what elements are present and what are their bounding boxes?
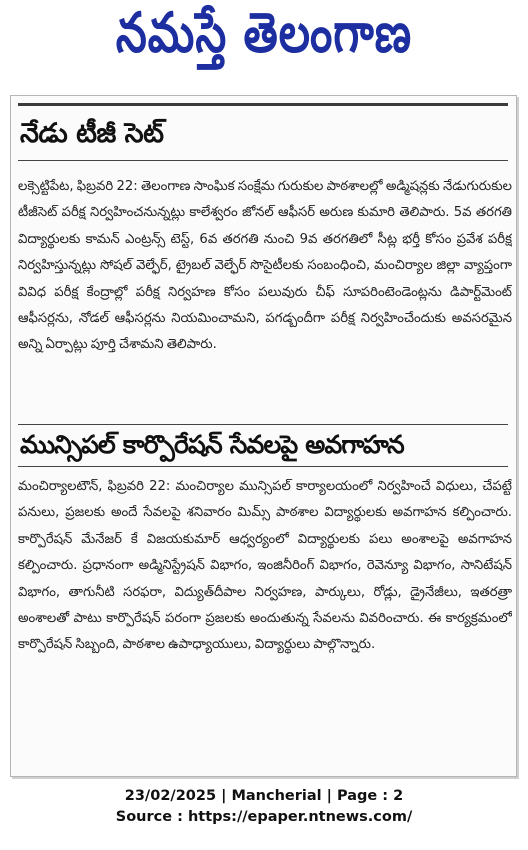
section-divider (18, 424, 508, 425)
article2-body: మంచిర్యాలటౌన్, ఫిబ్రవరి 22: మంచిర్యాల మున్సిపల్ కార్యాలయంలో నిర్వహించే విధులు, చేపట్టే పనులు, ప్రజలకు అందే సేవలపై శనివారం మిమ్స్ పాఠశాల విద్యార్థులకు అవగాహన కల్పించారు. కార్పొరేషన్ మేనేజర్ కే విజయకుమార్ ఆధ్వర్యంలో విద్యార్థులకు పలు అంశాలపై అవగాహన కల్పించారు. ప్రధానంగా అడ్మినిస్ట్రేషన్ విభాగం, ఇంజినీరింగ్ విభాగం, రెవెన్యూ విభాగం, సానిటేషన్ విభాగం, తాగునీటి సరఫరా, విద్యుత్‌దీపాల నిర్వహణ, పార్కులు, రోడ్లు, డ్రైనేజీలు, ఇతరత్రా అంశాలతో పాటు కార్పొరేషన్ పరంగా ప్రజలకు అందుతున్న సేవలను వివరించారు. ఈ కార్యక్రమంలో కార్పొరేషన్ సిబ్బంది, పాఠశాల ఉపాధ్యాయులు, విద్యార్థులు పాల్గొన్నారు. (18, 479, 512, 653)
article1-headline: నేడు టీజీ సెట్ (20, 118, 164, 149)
edition-info: 23/02/2025 | Mancherial | Page : 2 (124, 788, 404, 804)
top-rule (18, 103, 508, 106)
article1-body: లక్సెట్టిపేట, ఫిబ్రవరి 22: తెలంగాణ సాంఘిక సంక్షేమ గురుకుల పాఠశాలల్లో అడ్మిషన్లకు నేడుగురుకుల టీజీసెట్ పరీక్ష నిర్వహించనున్నట్లు కాలేశ్వరం జోనల్ ఆఫీసర్ అరుణ కుమారి తెలిపారు. 5వ తరగతి విద్యార్థులకు కామన్ ఎంట్రన్స్ టెస్ట్, 6వ తరగతి నుంచి 9వ తరగతిలో సీట్ల భర్తీ కోసం ప్రవేశ పరీక్ష నిర్వహిస్తున్నట్లు సోషల్ వెల్ఫేర్, ట్రైబల్ వెల్ఫేర్ సొసైటీలకు సంబంధించి, మంచిర్యాల జిల్లా వ్యాప్తంగా వివిధ పరీక్ష కేంద్రాల్లో పరీక్ష నిర్వహణ కోసం పలువురు చీఫ్ సూపరింటెండెంట్లను డిపార్ట్‌మెంట్ ఆఫీసర్లను, నోడల్ ఆఫీసర్లను నియమించామని, పగడ్బందీగా పరీక్ష నిర్వహించేందుకు అవసరమైన అన్ని ఏర్పాట్లు పూర్తి చేశామని తెలిపారు. (18, 179, 512, 353)
masthead (0, 0, 528, 80)
article2-divider (18, 466, 508, 467)
newspaper-logo: నమస్తే తెలంగాణ (115, 1, 413, 65)
article2-headline: మున్సిపల్ కార్పొరేషన్ సేవలపై అవగాహన (20, 430, 404, 459)
source-link[interactable]: Source : https://epaper.ntnews.com/ (115, 809, 413, 825)
article1-divider (18, 160, 508, 161)
clipping-fade (18, 762, 508, 776)
